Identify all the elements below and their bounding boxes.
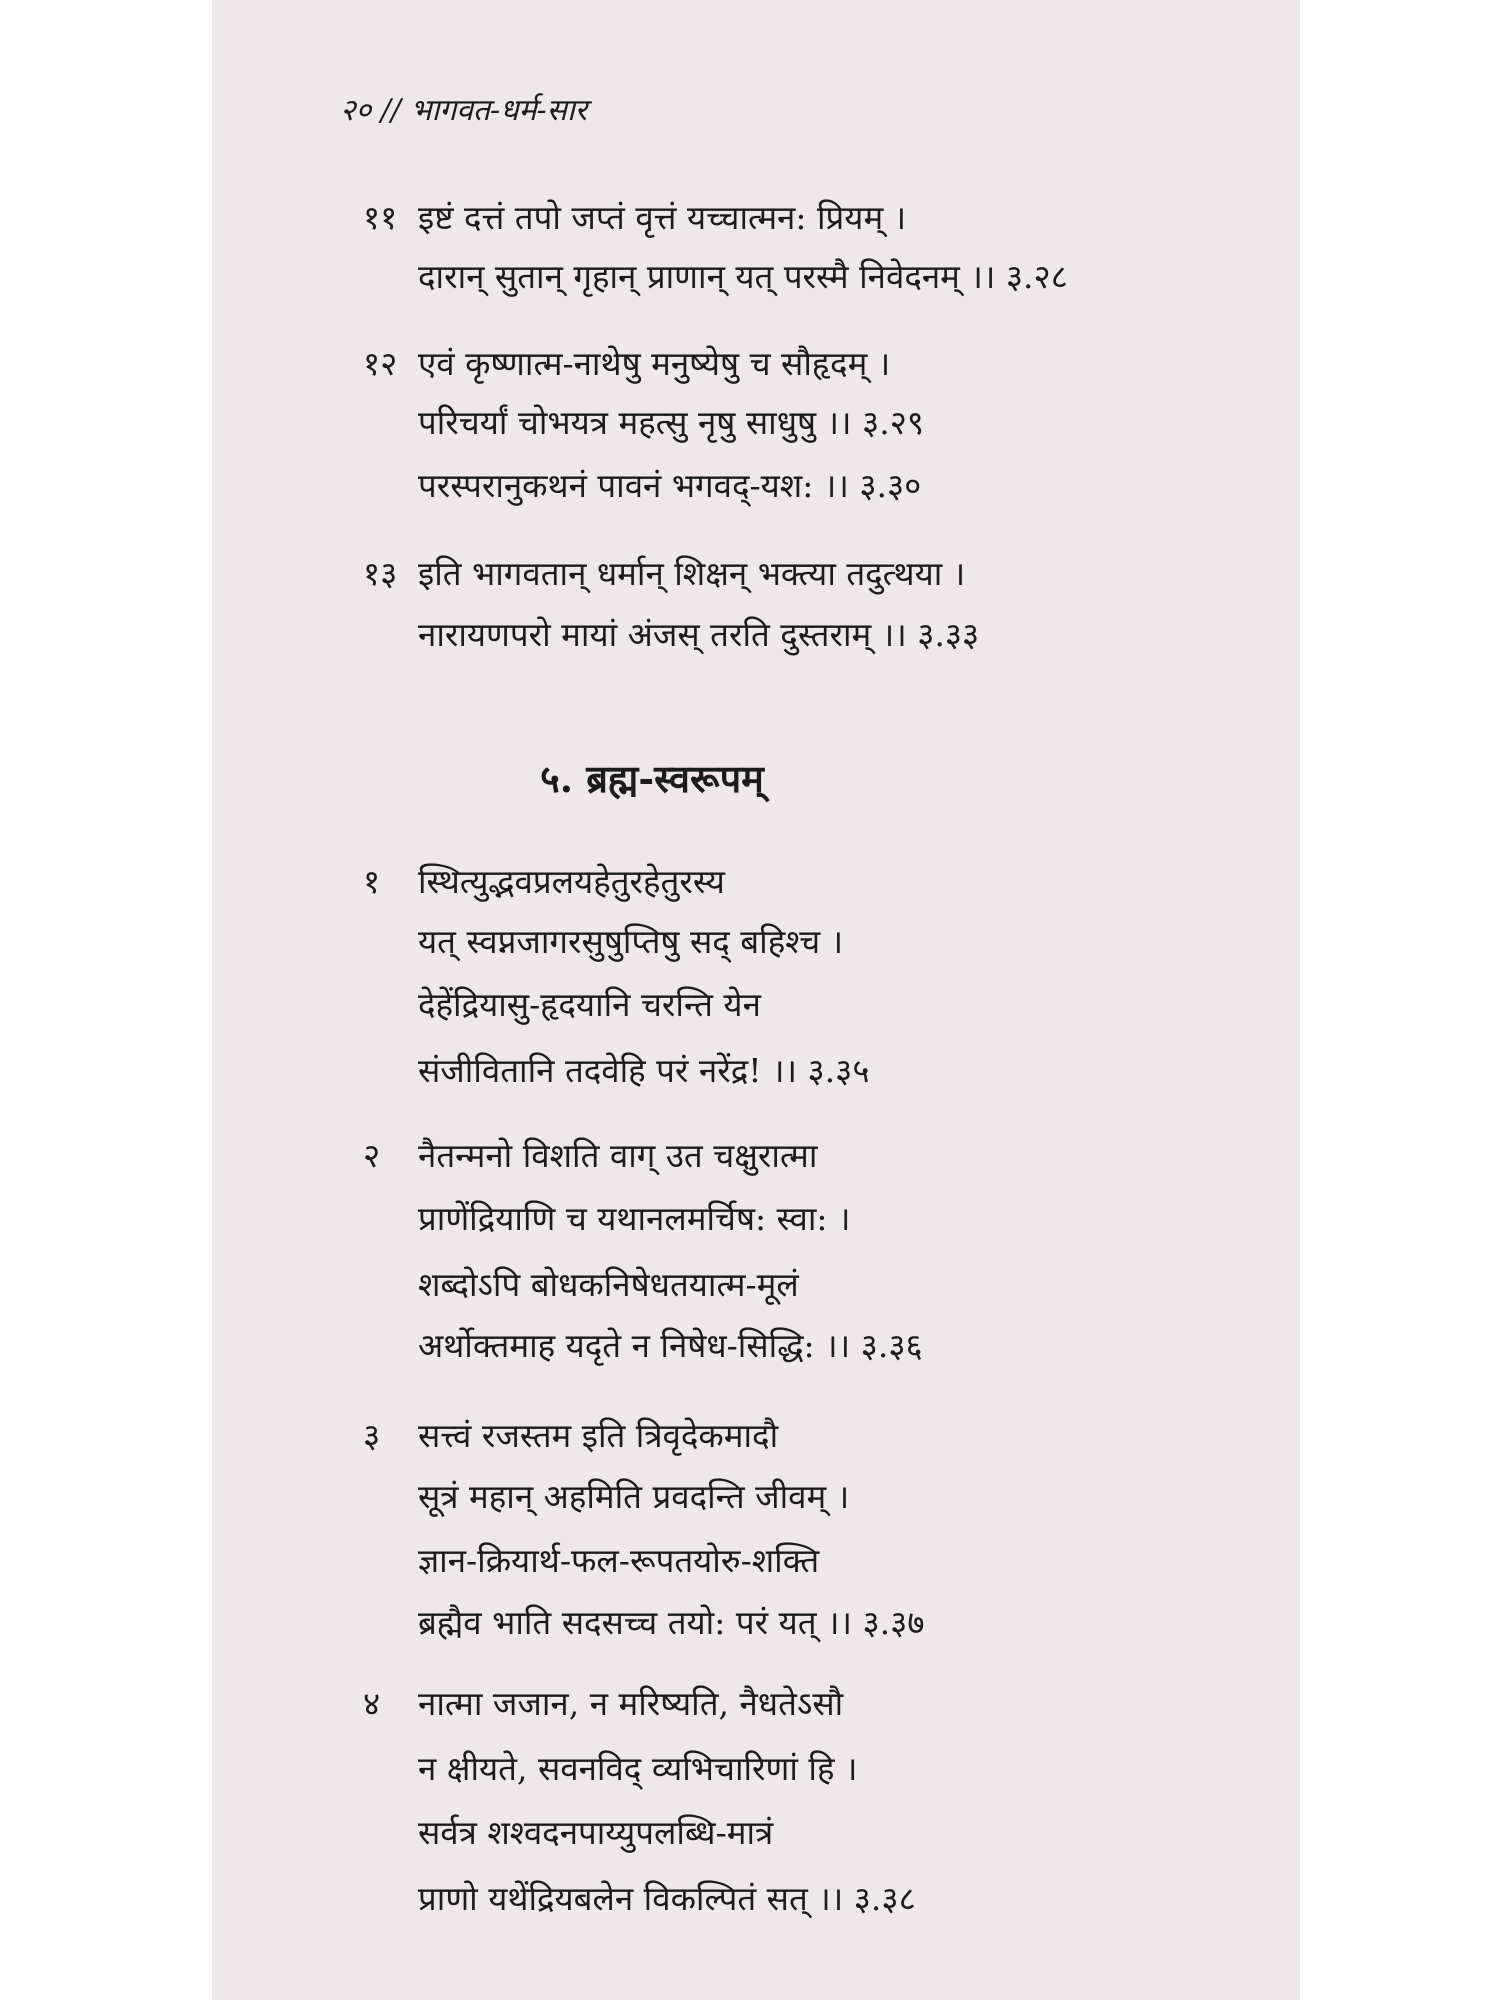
verse-number: ३ — [363, 1416, 381, 1455]
page-header: २० // भागवत-धर्म-सार — [340, 93, 588, 128]
verse-line: प्राणेंद्रियाणि च यथानलमर्चिष: स्वा: । — [418, 1199, 851, 1238]
verse-line: सत्त्वं रजस्तम इति त्रिवृदेकमादौ — [418, 1416, 779, 1455]
verse-number: १ — [363, 862, 381, 901]
verse-number: ११ — [363, 198, 398, 237]
verse-line: प्राणो यथेंद्रियबलेन विकल्पितं सत् ।। ३.३८ — [418, 1879, 916, 1918]
verse-number: १३ — [363, 554, 398, 593]
verse-number: २ — [363, 1136, 381, 1175]
verse-line: ब्रह्मैव भाति सदसच्च तयो: परं यत् ।। ३.३७ — [418, 1603, 925, 1642]
verse-line: दारान् सुतान् गृहान् प्राणान् यत् परस्मै निवेदनम् ।। ३.२८ — [418, 257, 1068, 296]
verse-line: न क्षीयते, सवनविद् व्यभिचारिणां हि । — [418, 1749, 858, 1788]
verse-line: एवं कृष्णात्म-नाथेषु मनुष्येषु च सौहृदम् । — [418, 344, 891, 383]
verse-line: सर्वत्र शश्वदनपाय्युपलब्धि-मात्रं — [418, 1813, 774, 1852]
verse-line: देहेंद्रियासु-हृदयानि चरन्ति येन — [418, 985, 761, 1024]
verse-line: परिचर्यां चोभयत्र महत्सु नृषु साधुषु ।। ३.२९ — [418, 403, 925, 442]
section-title: ५. ब्रह्म-स्वरूपम् — [540, 756, 764, 801]
verse-line: शब्दोऽपि बोधकनिषेधतयात्म-मूलं — [418, 1265, 799, 1304]
verse-line: परस्परानुकथनं पावनं भगवद्-यश: ।। ३.३० — [418, 466, 922, 505]
verse-number: ४ — [363, 1684, 381, 1723]
verse-line: सूत्रं महान् अहमिति प्रवदन्ति जीवम् । — [418, 1477, 850, 1516]
verse-line: नारायणपरो मायां अंजस् तरति दुस्तराम् ।। ३.३३ — [418, 615, 980, 654]
verse-line: इति भागवतान् धर्मान् शिक्षन् भक्त्या तदुत्थया । — [418, 554, 966, 593]
verse-line: इष्टं दत्तं तपो जप्तं वृत्तं यच्चात्मन: प्रियम् । — [418, 198, 907, 237]
verse-line: नात्मा जजान, न मरिष्यति, नैधतेऽसौ — [418, 1684, 844, 1723]
verse-line: यत् स्वप्नजागरसुषुप्तिषु सद् बहिश्च । — [418, 922, 844, 961]
verse-line: स्थित्युद्भवप्रलयहेतुरहेतुरस्य — [418, 862, 725, 901]
verse-line: संजीवितानि तदवेहि परं नरेंद्र! ।। ३.३५ — [418, 1051, 870, 1090]
verse-line: नैतन्मनो विशति वाग् उत चक्षुरात्मा — [418, 1136, 818, 1175]
verse-line: ज्ञान-क्रियार्थ-फल-रूपतयोरु-शक्ति — [418, 1541, 820, 1580]
verse-number: १२ — [363, 344, 398, 383]
verse-line: अर्थोक्तमाह यदृते न निषेध-सिद्धि: ।। ३.३६ — [418, 1326, 923, 1365]
